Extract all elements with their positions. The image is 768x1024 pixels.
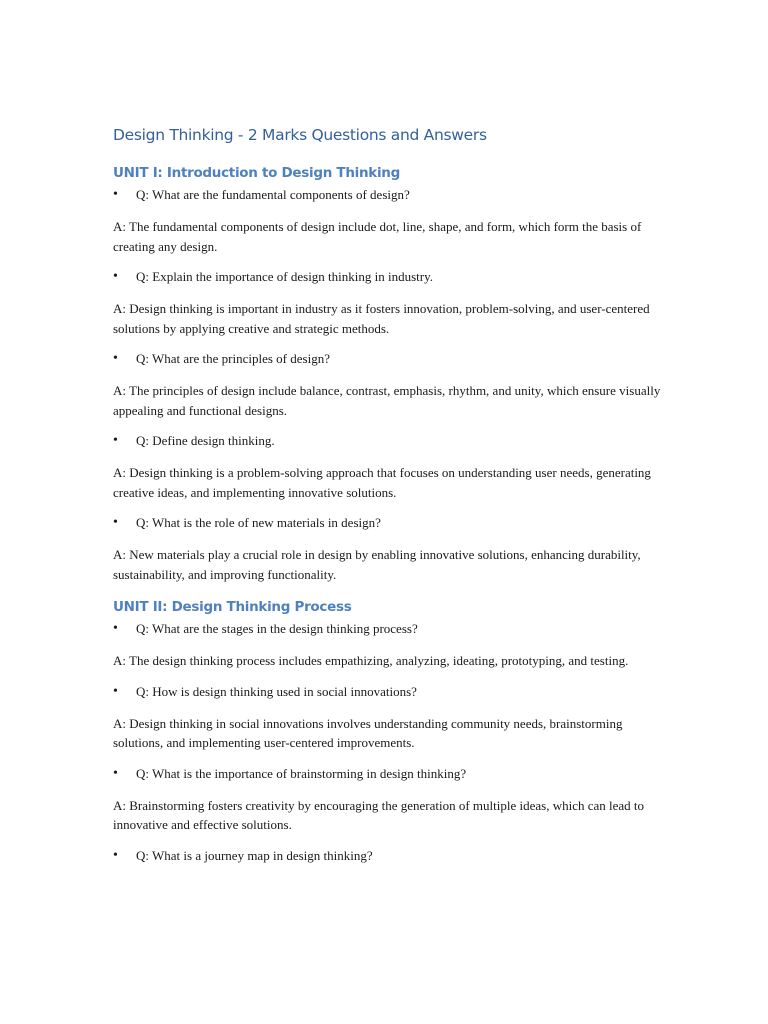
question-item [113, 683, 673, 701]
question-item [113, 432, 673, 450]
bullet-icon: • [113, 351, 118, 366]
bullet-icon: • [113, 269, 118, 284]
question-item [113, 847, 673, 865]
bullet-icon: • [113, 187, 118, 202]
answer-text: A: Design thinking in social innovations involves understanding community needs, brainstorming solutions, and implementing user-centered improvements. [113, 715, 623, 750]
document-page [113, 124, 673, 878]
answer-text: A: The fundamental components of design include dot, line, shape, and form, which form the basis of creating any design. [113, 219, 642, 254]
unit-heading-2: UNIT II: Design Thinking Process [113, 599, 352, 615]
answer-text: A: The design thinking process includes empathizing, analyzing, ideating, prototyping, and testing. [113, 653, 629, 668]
question-text: Q: What is the role of new materials in design? [136, 515, 381, 530]
answer-text: A: Design thinking is important in industry as it fosters innovation, problem-solving, and user-centered solutions by applying creative and strategic methods. [113, 301, 650, 336]
document-title: Design Thinking - 2 Marks Questions and Answers [113, 126, 487, 144]
question-text: Q: How is design thinking used in social innovations? [136, 683, 417, 699]
unit-heading-1: UNIT I: Introduction to Design Thinking [113, 165, 400, 181]
bullet-icon: • [113, 683, 118, 699]
bullet-icon: • [113, 847, 118, 863]
bullet-icon: • [113, 765, 118, 781]
answer-text: A: Brainstorming fosters creativity by encouraging the generation of multiple ideas, which can lead to innovative and effective solutions. [113, 797, 645, 832]
question-text: Q: What are the principles of design? [136, 351, 330, 366]
question-text: Q: Define design thinking. [136, 433, 275, 448]
question-item [113, 514, 673, 532]
question-text: Q: Explain the importance of design thinking in industry. [136, 269, 434, 284]
bullet-icon: • [113, 433, 118, 448]
question-item [113, 186, 673, 204]
question-text: Q: What is a journey map in design thinking? [136, 847, 373, 863]
question-text: Q: What are the stages in the design thinking process? [136, 621, 418, 636]
question-item [113, 620, 673, 638]
question-item [113, 350, 673, 368]
question-item [113, 765, 673, 783]
bullet-icon: • [113, 621, 118, 636]
answer-text: A: New materials play a crucial role in design by enabling innovative solutions, enhancing durability, sustainability, and improving functionality. [113, 547, 641, 582]
answer-text: A: Design thinking is a problem-solving approach that focuses on understanding user needs, generating creative ideas, and implementing innovative solutions. [113, 465, 651, 500]
answer-text: A: The principles of design include balance, contrast, emphasis, rhythm, and unity, which ensure visually appealing and functional designs. [113, 383, 661, 418]
question-text: Q: What are the fundamental components of design? [136, 187, 410, 202]
bullet-icon: • [113, 515, 118, 530]
question-text: Q: What is the importance of brainstorming in design thinking? [136, 765, 467, 781]
question-item [113, 268, 673, 286]
